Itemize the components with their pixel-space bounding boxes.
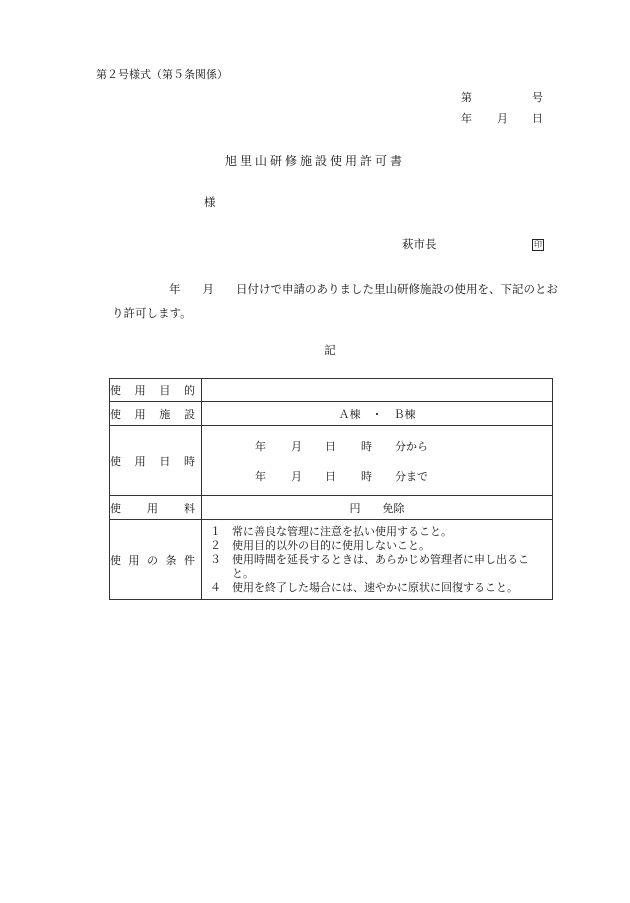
label-datetime: 使 用 日 時 bbox=[110, 426, 202, 496]
row-purpose bbox=[110, 379, 553, 402]
row-fee bbox=[110, 496, 553, 520]
addressee-suffix: 様 bbox=[204, 195, 216, 209]
permit-table bbox=[109, 378, 553, 600]
value-purpose bbox=[202, 379, 553, 402]
body-year: 年 bbox=[169, 282, 181, 296]
row-datetime bbox=[110, 426, 553, 496]
condition-item: ３ 使用時間を延長するときは、あらかじめ管理者に申し出ること。 bbox=[210, 552, 529, 580]
row-facility bbox=[110, 402, 553, 426]
form-number: 第２号様式（第５条関係） bbox=[96, 68, 228, 81]
value-conditions bbox=[202, 520, 553, 600]
condition-item: ２ 使用目的以外の目的に使用しないこと。 bbox=[210, 538, 430, 552]
body-text: 日付けで申請のありました里山研修施設の使用を、下記のとおり許可します。 bbox=[112, 282, 558, 320]
datetime-from: 年 月 日 時 分から bbox=[255, 439, 428, 453]
seal-char: 印 bbox=[534, 240, 542, 249]
number-prefix: 第 bbox=[461, 91, 472, 104]
label-conditions: 使 用 の 条 件 bbox=[110, 520, 202, 600]
date-month: 月 bbox=[497, 112, 508, 125]
body-month: 月 bbox=[202, 282, 214, 296]
value-datetime bbox=[202, 426, 553, 496]
label-facility: 使 用 施 設 bbox=[110, 402, 202, 426]
body-paragraph bbox=[112, 277, 568, 325]
document-title: 旭里山研修施設使用許可書 bbox=[224, 154, 405, 168]
condition-item: １ 常に善良な管理に注意を払い使用すること。 bbox=[210, 524, 452, 538]
seal-mark bbox=[532, 237, 544, 251]
date-year: 年 bbox=[461, 112, 472, 125]
issuer: 萩市長 bbox=[402, 237, 437, 251]
label-fee: 使 用 料 bbox=[110, 496, 202, 520]
datetime-to: 年 月 日 時 分まで bbox=[255, 469, 428, 483]
number-suffix: 号 bbox=[532, 91, 543, 104]
conditions-list bbox=[202, 522, 552, 598]
date-day: 日 bbox=[532, 112, 543, 125]
ki-heading: 記 bbox=[324, 343, 336, 357]
value-fee: 円 免除 bbox=[202, 496, 553, 520]
label-purpose: 使 用 目 的 bbox=[110, 379, 202, 402]
row-conditions bbox=[110, 520, 553, 600]
value-facility: Ａ棟 ・ Ｂ棟 bbox=[202, 402, 553, 426]
condition-item: ４ 使用を終了した場合には、速やかに原状に回復すること。 bbox=[210, 580, 518, 594]
